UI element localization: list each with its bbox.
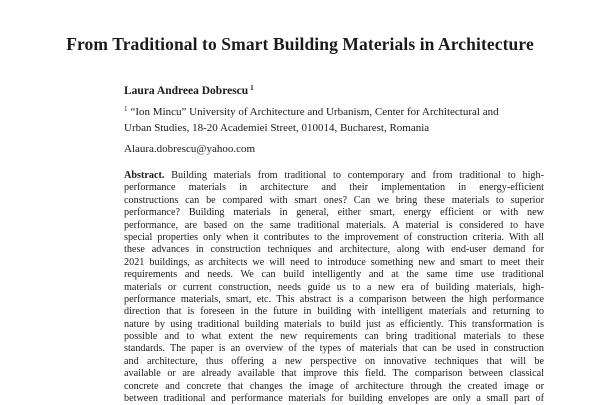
abstract-text: Building materials from traditional to contemporary and from traditional to high- xyxy=(164,170,544,181)
affiliation-text: “Ion Mincu” University of Architecture and Urbanism, Center for Architectural and xyxy=(130,106,499,118)
abstract-line: nature by using traditional building materials to build just as efficiently. This transformation is xyxy=(124,318,544,330)
abstract-line: concrete and concrete that changes the image of architecture through the created image or xyxy=(124,380,544,392)
abstract-line: direction that is foreseen in the future in building with intelligent materials and returning to xyxy=(124,306,544,318)
author-email: Alaura.dobrescu@yahoo.com xyxy=(124,143,256,155)
author-name-text: Laura Andreea Dobrescu xyxy=(124,85,249,97)
abstract-line: available or are already available that improve this field. The comparison between classical xyxy=(124,368,544,380)
abstract-line: performance, are based on the same traditional materials. A material is considered to have xyxy=(124,219,544,231)
affiliation-line: Urban Studies, 18-20 Academiei Street, 010014, Bucharest, Romania xyxy=(124,122,430,134)
abstract-line: requirements and needs. We can build intelligently and at the same time use traditional xyxy=(124,269,544,281)
abstract-line: and architecture, thus offering a new perspective on innovative techniques that will be xyxy=(124,355,544,367)
abstract-line: constructions can be compared with smart ones? Can we bring these materials to superior xyxy=(124,194,544,206)
paper-title: From Traditional to Smart Building Materials in Architecture xyxy=(66,34,534,54)
abstract-line: standards. The paper is an overview of the types of materials that can be used in construction xyxy=(124,343,544,355)
abstract-line: performance materials, smart, etc. This abstract is a comparison between the high performance xyxy=(124,293,544,305)
abstract-line: performance materials in architecture and their implementation in energy-efficient xyxy=(124,182,544,194)
affiliation-line xyxy=(124,101,544,120)
abstract-line xyxy=(124,170,544,182)
abstract-line: materials or current construction, needs guide us to a new era of building materials, high- xyxy=(124,281,544,293)
affiliation-marker: 1 xyxy=(124,105,128,113)
abstract-line: 2021 buildings, as architects we will need to introduce something new and smart to meet their xyxy=(124,256,544,268)
abstract-line: possible and to what extent the new requirements can bring traditional materials to these xyxy=(124,331,544,343)
abstract-line: between traditional and performance materials for building envelopes are only a small part of xyxy=(124,393,544,405)
abstract xyxy=(124,170,544,405)
author-affiliation-marker: 1 xyxy=(250,84,254,92)
abstract-label: Abstract. xyxy=(124,170,165,181)
abstract-line: performance? Building materials in general, either smart, energy efficient or with new xyxy=(124,207,544,219)
author-name xyxy=(124,84,254,97)
abstract-line: these advances in construction techniques and architecture, along with end-user demand for xyxy=(124,244,544,256)
affiliation xyxy=(124,101,544,136)
abstract-line: special properties only when it contributes to the improvement of construction criteria. With all xyxy=(124,231,544,243)
